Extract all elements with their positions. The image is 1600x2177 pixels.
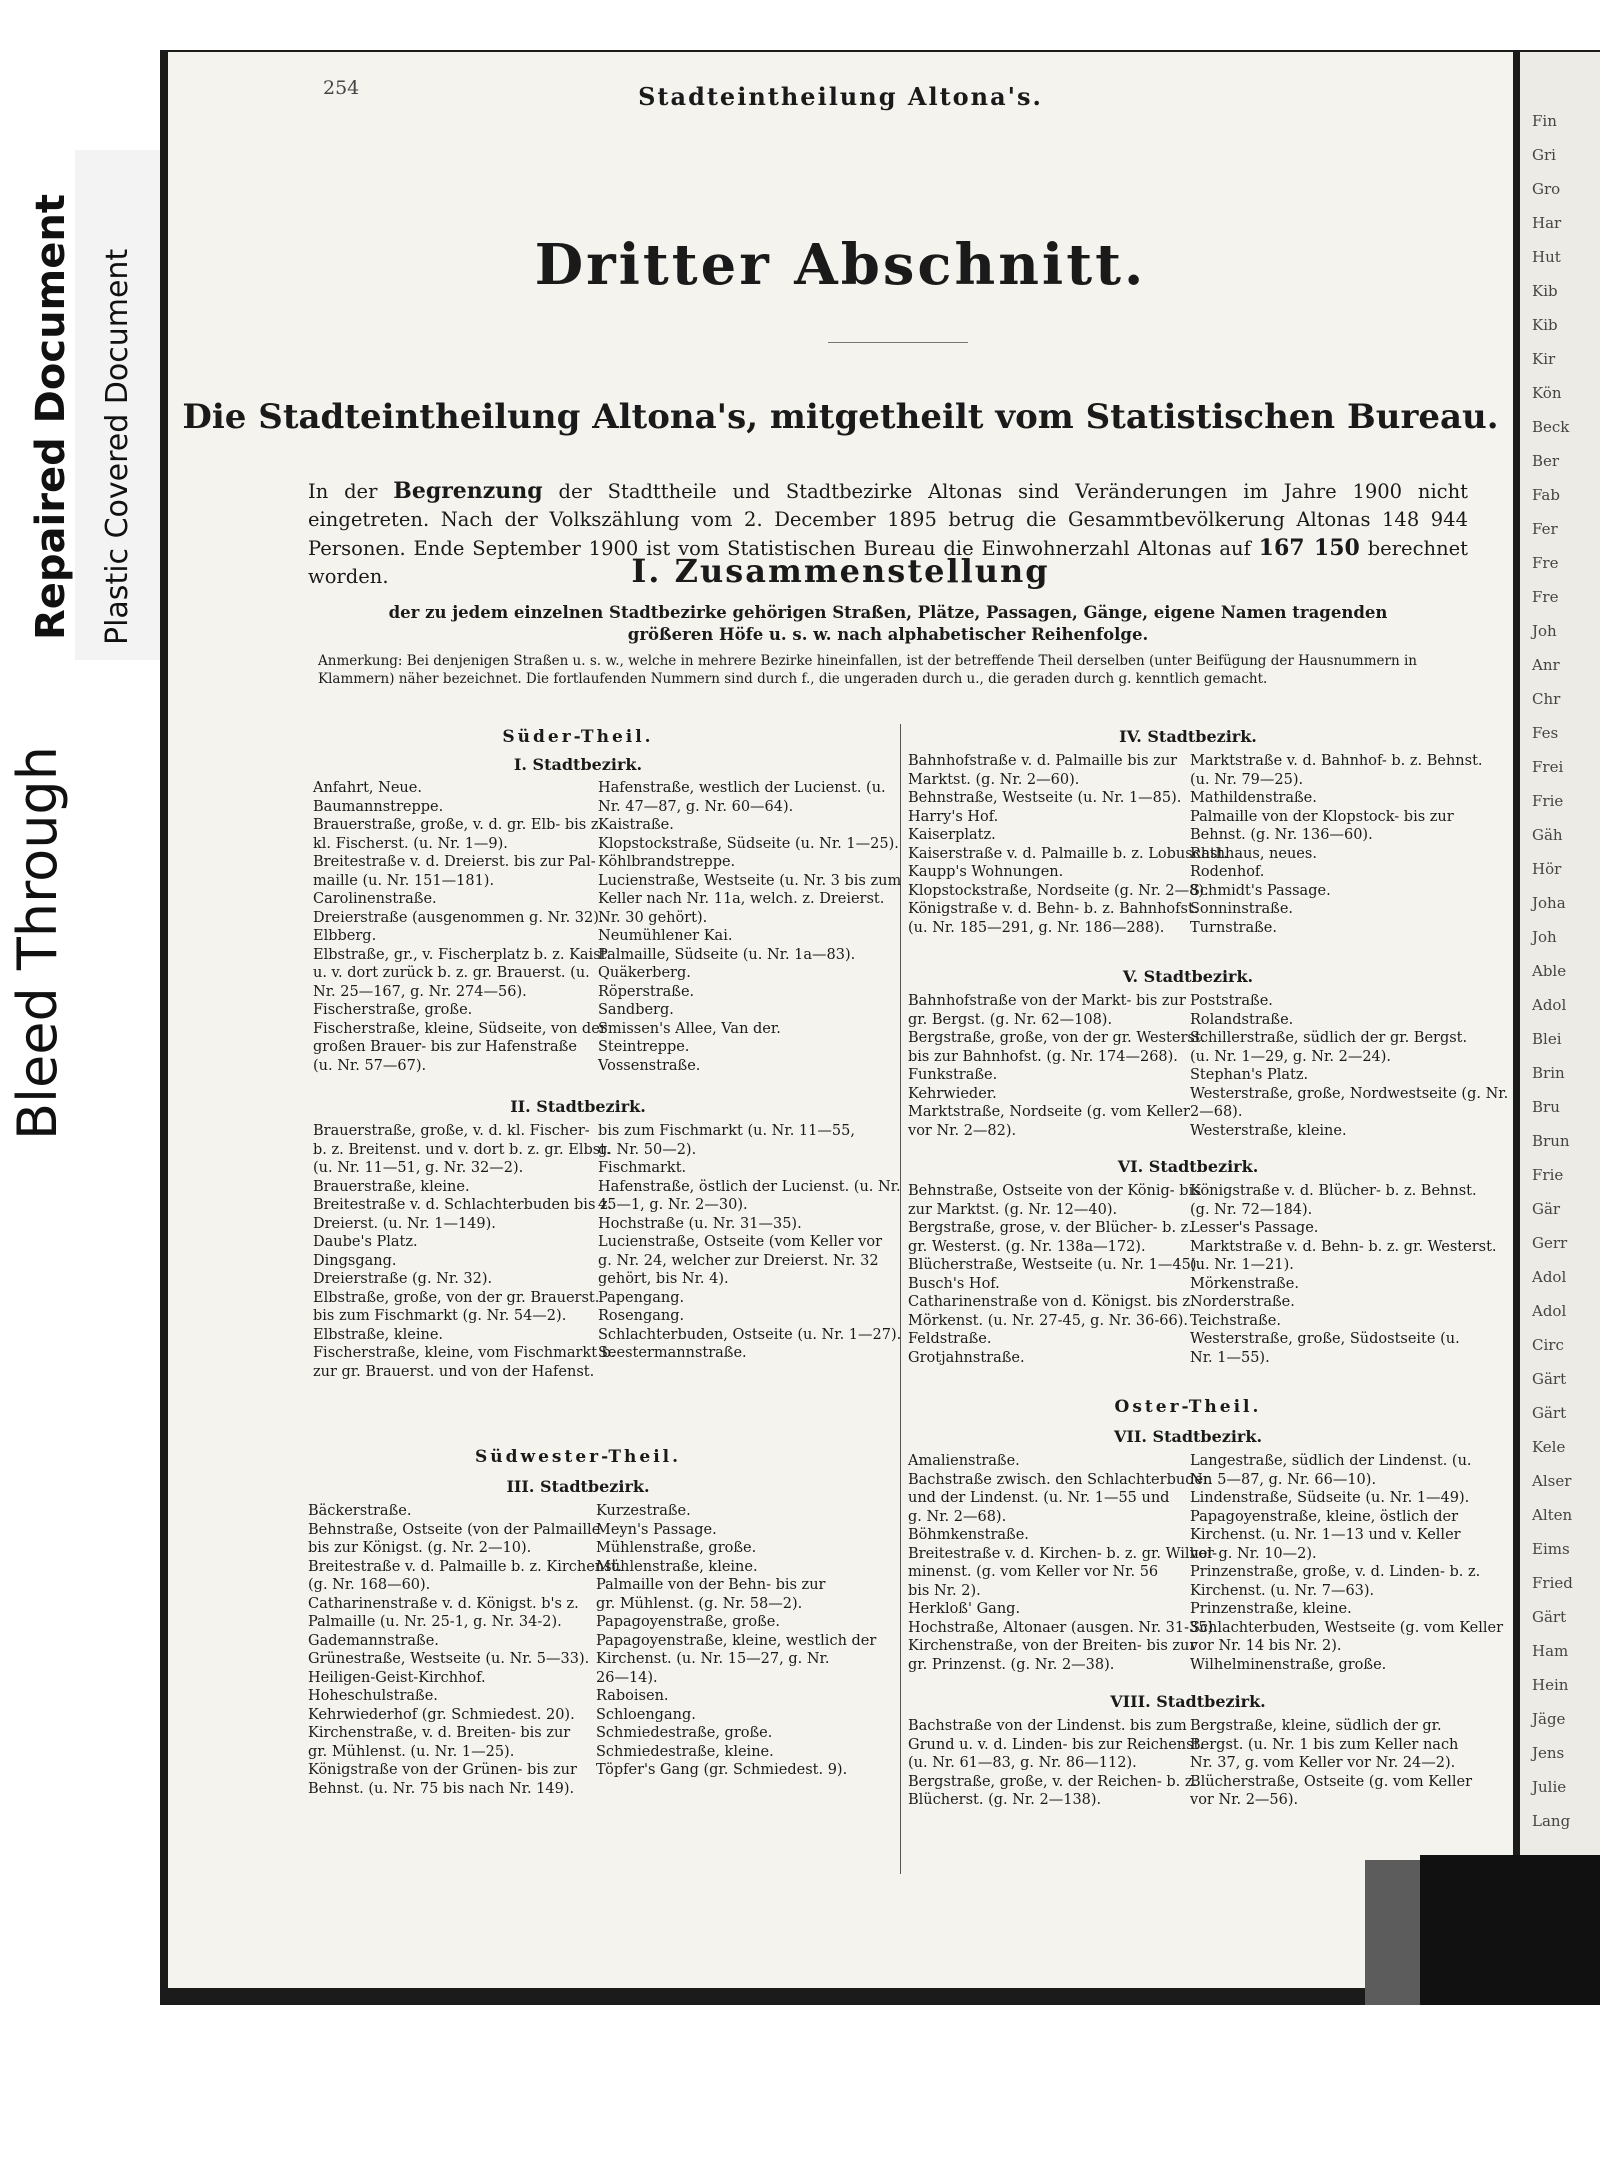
- street-entry: Neumühlener Kai.: [598, 928, 733, 944]
- street-entry: Westerstraße, kleine.: [1190, 1122, 1347, 1139]
- adjacent-page-text: Gär: [1532, 1200, 1561, 1218]
- street-entry: Meyn's Passage.: [596, 1521, 717, 1538]
- street-entry: vor Nr. 2—82).: [908, 1122, 1017, 1139]
- street-entry: Lucienstraße, Ostseite (vom Keller vor: [598, 1234, 883, 1250]
- street-entry: Blücherstraße, Ostseite (g. vom Keller: [1190, 1773, 1473, 1790]
- adjacent-page-text: Hein: [1532, 1676, 1569, 1694]
- street-entry: Fischerstraße, große.: [313, 1002, 473, 1018]
- part-heading-sueder: Süder-Theil.: [502, 727, 654, 747]
- street-entry: Nr. 25—167, g. Nr. 274—56).: [313, 983, 527, 1000]
- intro-bold-1: Begrenzung: [393, 478, 543, 504]
- district-8-list-b: [1190, 1717, 1472, 1810]
- street-entry: bis zum Fischmarkt (u. Nr. 11—55,: [598, 1123, 855, 1139]
- scanned-page: [160, 50, 1600, 2005]
- street-entry: Lesser's Passage.: [1190, 1220, 1319, 1236]
- adjacent-page-text: Gärt: [1532, 1370, 1567, 1388]
- adjacent-page-text: Chr: [1532, 690, 1561, 708]
- street-entry: Funkstraße.: [908, 1067, 998, 1083]
- district-heading-2: II. Stadtbezirk.: [510, 1097, 646, 1116]
- adjacent-page-text: Lang: [1532, 1812, 1571, 1830]
- adjacent-page-text: Hut: [1532, 248, 1561, 266]
- street-entry: Wilhelminenstraße, große.: [1190, 1656, 1387, 1673]
- adjacent-page-text: Adol: [1532, 996, 1567, 1014]
- street-entry: Kaiserplatz.: [908, 827, 996, 843]
- street-entry: 45—1, g. Nr. 2—30).: [598, 1197, 748, 1213]
- street-entry: Elbstraße, kleine.: [313, 1326, 444, 1343]
- street-entry: Dreierst. (u. Nr. 1—149).: [313, 1215, 496, 1232]
- street-entry: Stephan's Platz.: [1190, 1067, 1309, 1083]
- street-entry: Papagoyenstraße, kleine, westlich der: [596, 1632, 877, 1649]
- repaired-document-label: Repaired Document: [28, 194, 74, 640]
- adjacent-page-text: Fried: [1532, 1574, 1573, 1592]
- street-entry: Kurzestraße.: [596, 1503, 691, 1519]
- street-entry: Westerstraße, große, Südostseite (u.: [1190, 1331, 1460, 1347]
- street-entry: Kaiserstraße v. d. Palmaille b. z. Lobuschst.: [908, 845, 1228, 862]
- street-entry: Dingsgang.: [313, 1252, 397, 1269]
- street-entry: (u. Nr. 61—83, g. Nr. 86—112).: [908, 1755, 1137, 1771]
- street-entry: Prinzenstraße, große, v. d. Linden- b. z.: [1190, 1564, 1481, 1580]
- adjacent-page-text: Fes: [1532, 724, 1559, 742]
- district-5-list-b: [1190, 992, 1508, 1140]
- street-entry: gehört, bis Nr. 4).: [598, 1271, 729, 1287]
- street-entry: Westerstraße, große, Nordwestseite (g. Nr.: [1190, 1085, 1509, 1102]
- street-entry: Mühlenstraße, kleine.: [596, 1558, 758, 1575]
- street-entry: Turnstraße.: [1190, 919, 1277, 936]
- adjacent-page-text: Fre: [1532, 554, 1559, 572]
- adjacent-page-text: Gerr: [1532, 1234, 1568, 1252]
- street-entry: Bäckerstraße.: [308, 1503, 412, 1519]
- street-entry: Fischmarkt.: [598, 1160, 687, 1176]
- street-entry: 26—14).: [596, 1669, 658, 1686]
- street-entry: Kirchenst. (u. Nr. 1—13 und v. Keller: [1190, 1527, 1461, 1543]
- district-1-list-a: [313, 779, 611, 1075]
- street-entry: Kirchenstraße, v. d. Breiten- bis zur: [308, 1725, 571, 1741]
- street-entry: vor g. Nr. 10—2).: [1190, 1545, 1317, 1562]
- street-entry: Köhlbrandstreppe.: [598, 854, 736, 870]
- street-entry: Bergstraße, große, von der gr. Westerst.: [908, 1030, 1206, 1046]
- street-entry: Schillerstraße, südlich der gr. Bergst.: [1190, 1030, 1468, 1046]
- street-entry: Töpfer's Gang (gr. Schmiedest. 9).: [596, 1762, 848, 1778]
- street-entry: Fischerstraße, kleine, Südseite, von der: [313, 1020, 607, 1037]
- street-entry: Mühlenstraße, große.: [596, 1540, 757, 1556]
- adjacent-page-text: Gäh: [1532, 826, 1563, 844]
- street-entry: gr. Prinzenst. (g. Nr. 2—38).: [908, 1656, 1115, 1673]
- street-entry: g. Nr. 50—2).: [598, 1141, 697, 1158]
- adjacent-page-text: Able: [1532, 962, 1567, 980]
- street-entry: u. v. dort zurück b. z. gr. Brauerst. (u.: [313, 965, 590, 981]
- street-entry: Kaupp's Wohnungen.: [908, 864, 1064, 880]
- street-entry: Grund u. v. d. Linden- bis zur Reichenst.: [908, 1736, 1205, 1753]
- street-entry: Elbstraße, gr., v. Fischerplatz b. z. Kaist.: [313, 946, 612, 963]
- district-4-list-b: [1190, 752, 1483, 937]
- running-header: Stadteintheilung Altona's.: [638, 82, 1043, 111]
- page-number: 254: [323, 77, 360, 99]
- street-entry: Rodenhof.: [1190, 864, 1265, 880]
- street-entry: gr. Mühlenst. (g. Nr. 58—2).: [596, 1595, 803, 1612]
- street-entry: Steintreppe.: [598, 1039, 690, 1055]
- street-entry: (u. Nr. 185—291, g. Nr. 186—288).: [908, 919, 1165, 936]
- document-page: [168, 52, 1513, 1988]
- street-entry: Kehrwiederhof (gr. Schmiedest. 20).: [308, 1706, 575, 1723]
- street-entry: Nr. 5—87, g. Nr. 66—10).: [1190, 1471, 1377, 1488]
- street-entry: Papagoyenstraße, große.: [596, 1614, 780, 1630]
- adjacent-page-text: Gri: [1532, 146, 1556, 164]
- adjacent-page-text: Alten: [1532, 1506, 1573, 1524]
- street-entry: Breitestraße v. d. Palmaille b. z. Kirchenst.: [308, 1558, 623, 1575]
- street-entry: zur gr. Brauerst. und von der Hafenst.: [313, 1363, 595, 1380]
- street-entry: (g. Nr. 168—60).: [308, 1577, 431, 1593]
- adjacent-page-text: Gärt: [1532, 1608, 1567, 1626]
- part-heading-suedwester: Südwester-Theil.: [474, 1447, 682, 1467]
- district-heading-4: IV. Stadtbezirk.: [1119, 727, 1257, 746]
- street-entry: Seestermannstraße.: [598, 1345, 747, 1361]
- intro-text-2: der Stadttheile und Stadtbezirke Altonas sind Veränderungen im Jahre 1900 nicht eingetreten. Nach der Volkszählung vom 2. December 1895 betrug die Gesammtbevölkerung Altonas 148 944 Personen. Ende September 1900 ist vom Statistischen Bureau die Einwohnerzahl Altonas auf: [308, 480, 1469, 560]
- street-entry: vor Nr. 14 bis Nr. 2).: [1190, 1638, 1342, 1654]
- street-entry: Behnstraße, Westseite (u. Nr. 1—85).: [908, 790, 1182, 806]
- street-entry: Raboisen.: [596, 1688, 669, 1704]
- adjacent-page-text: Kib: [1532, 282, 1558, 300]
- annotation-note: Anmerkung: Bei denjenigen Straßen u. s. w., welche in mehrere Bezirke hineinfallen, ist der betreffende Theil derselben (unter Beifügung der Hausnummern in Klammern) näher bezeichnet. Die fortlaufenden Nummern sind durch f., die ungeraden durch u., die geraden durch g. kenntlich gemacht.: [318, 653, 1417, 687]
- adjacent-page-text: Adol: [1532, 1268, 1567, 1286]
- street-entry: g. Nr. 24, welcher zur Dreierst. Nr. 32: [598, 1252, 879, 1269]
- street-entry: und der Lindenst. (u. Nr. 1—55 und: [908, 1490, 1170, 1506]
- street-entry: Catharinenstraße von d. Königst. bis z.: [908, 1294, 1195, 1310]
- street-entry: Breitestraße v. d. Schlachterbuden bis z.: [313, 1197, 613, 1213]
- street-entry: Heiligen-Geist-Kirchhof.: [308, 1669, 486, 1686]
- street-entry: 2—68).: [1190, 1104, 1243, 1120]
- street-entry: Palmaille, Südseite (u. Nr. 1a—83).: [598, 946, 856, 963]
- street-entry: Sandberg.: [598, 1002, 674, 1018]
- street-entry: Bergstraße, grose, v. der Blücher- b. z.: [908, 1220, 1193, 1236]
- street-entry: Feldstraße.: [908, 1331, 992, 1347]
- adjacent-page-text: Frie: [1532, 1166, 1564, 1184]
- street-entry: Gademannstraße.: [308, 1632, 439, 1649]
- street-entry: Behnst. (g. Nr. 136—60).: [1190, 827, 1373, 843]
- street-entry: Bahnhofstraße von der Markt- bis zur: [908, 993, 1186, 1009]
- scan-edge-grey: [1365, 1860, 1420, 2005]
- street-entry: (u. Nr. 1—29, g. Nr. 2—24).: [1190, 1048, 1392, 1065]
- street-entry: Quäkerberg.: [598, 965, 691, 981]
- street-entry: Mörkenstraße.: [1190, 1275, 1299, 1292]
- street-entry: Vossenstraße.: [598, 1057, 701, 1074]
- street-entry: Brauerstraße, kleine.: [313, 1178, 470, 1195]
- adjacent-page-text: Ber: [1532, 452, 1560, 470]
- street-entry: bis zum Fischmarkt (g. Nr. 54—2).: [313, 1308, 567, 1324]
- street-entry: Klopstockstraße, Südseite (u. Nr. 1—25).: [598, 835, 899, 852]
- district-7-list-b: [1190, 1452, 1503, 1674]
- street-entry: Poststraße.: [1190, 993, 1273, 1009]
- street-entry: Brauerstraße, große, v. d. gr. Elb- bis z.: [313, 817, 604, 833]
- street-entry: Königstraße v. d. Behn- b. z. Bahnhofst.: [908, 901, 1199, 917]
- street-entry: Prinzenstraße, kleine.: [1190, 1601, 1352, 1617]
- street-entry: b. z. Breitenst. und v. dort b. z. gr. Elbst.: [313, 1141, 611, 1158]
- street-entry: Palmaille von der Klopstock- bis zur: [1190, 808, 1454, 825]
- street-entry: Bergstraße, kleine, südlich der gr.: [1190, 1718, 1442, 1734]
- street-entry: Elbberg.: [313, 928, 377, 944]
- adjacent-page-text: Joha: [1532, 894, 1566, 912]
- street-entry: Schlachterbuden, Westseite (g. vom Keller: [1190, 1619, 1504, 1636]
- street-entry: Harry's Hof.: [908, 808, 999, 825]
- street-entry: Dreierstraße (g. Nr. 32).: [313, 1271, 493, 1287]
- street-entry: Schloengang.: [596, 1706, 696, 1723]
- street-entry: Blücherstraße, Westseite (u. Nr. 1—45).: [908, 1257, 1202, 1273]
- street-entry: Hochstraße, Altonaer (ausgen. Nr. 31-35).: [908, 1619, 1218, 1636]
- adjacent-page-text: Gro: [1532, 180, 1561, 198]
- street-entry: (u. Nr. 57—67).: [313, 1057, 427, 1074]
- street-entry: (g. Nr. 72—184).: [1190, 1201, 1313, 1218]
- street-entry: bis zur Königst. (g. Nr. 2—10).: [308, 1540, 532, 1556]
- street-entry: Marktstraße, Nordseite (g. vom Keller: [908, 1104, 1190, 1120]
- district-3-list-a: [308, 1502, 622, 1798]
- street-entry: maille (u. Nr. 151—181).: [313, 872, 495, 889]
- district-1-list-b: [598, 779, 901, 1075]
- street-entry: Behnstraße, Ostseite von der König- bis: [908, 1183, 1201, 1199]
- street-entry: Königstraße von der Grünen- bis zur: [308, 1762, 577, 1778]
- street-entry: Kirchenstraße, von der Breiten- bis zur: [908, 1638, 1197, 1654]
- district-3-list-b: [596, 1502, 876, 1780]
- street-entry: Elbstraße, große, von der gr. Brauerst.: [313, 1289, 600, 1306]
- street-entry: Keller nach Nr. 11a, welch. z. Dreierst.: [598, 891, 885, 907]
- street-entry: (u. Nr. 1—21).: [1190, 1257, 1294, 1273]
- chapter-subtitle: Die Stadteintheilung Altona's, mitgetheilt vom Statistischen Bureau.: [182, 397, 1499, 437]
- street-entry: Breitestraße v. d. Kirchen- b. z. gr. Wilhel-: [908, 1545, 1217, 1562]
- adjacent-page-text: Circ: [1532, 1336, 1564, 1354]
- district-7-list-a: [908, 1452, 1218, 1674]
- street-entry: Nr. 47—87, g. Nr. 60—64).: [598, 798, 794, 815]
- section-title: I. Zusammenstellung: [631, 552, 1050, 590]
- street-entry: Lindenstraße, Südseite (u. Nr. 1—49).: [1190, 1490, 1470, 1506]
- street-entry: Lucienstraße, Westseite (u. Nr. 3 bis zum: [598, 872, 902, 889]
- scan-edge-black: [1420, 1855, 1600, 2005]
- street-entry: Herkloß' Gang.: [908, 1601, 1021, 1617]
- street-entry: Palmaille (u. Nr. 25-1, g. Nr. 34-2).: [308, 1614, 562, 1630]
- chapter-title: Dritter Abschnitt.: [534, 232, 1147, 298]
- adjacent-page-text: Brun: [1532, 1132, 1570, 1150]
- adjacent-page-text: Joh: [1532, 928, 1557, 946]
- street-entry: Behnst. (u. Nr. 75 bis nach Nr. 149).: [308, 1780, 575, 1797]
- adjacent-page-text: Ham: [1532, 1642, 1569, 1660]
- adjacent-page-text: Beck: [1532, 418, 1570, 436]
- street-entry: Norderstraße.: [1190, 1294, 1295, 1310]
- street-entry: Schlachterbuden, Ostseite (u. Nr. 1—27).: [598, 1326, 902, 1343]
- adjacent-page-text: Gärt: [1532, 1404, 1567, 1422]
- street-entry: Kaistraße.: [598, 817, 674, 833]
- adjacent-page-text: Har: [1532, 214, 1562, 232]
- street-entry: Röperstraße.: [598, 983, 695, 1000]
- street-entry: (u. Nr. 79—25).: [1190, 771, 1304, 788]
- street-entry: gr. Mühlenst. (u. Nr. 1—25).: [308, 1743, 515, 1760]
- adjacent-page-text: Kir: [1532, 350, 1556, 368]
- street-entry: Brauerstraße, große, v. d. kl. Fischer-: [313, 1123, 590, 1139]
- adjacent-page-text: Kele: [1532, 1438, 1566, 1456]
- street-entry: Marktstraße v. d. Behn- b. z. gr. Westerst.: [1190, 1238, 1497, 1255]
- adjacent-page-text: Anr: [1532, 656, 1560, 674]
- street-entry: Palmaille von der Behn- bis zur: [596, 1577, 826, 1593]
- street-entry: Nr. 1—55).: [1190, 1349, 1270, 1366]
- street-entry: Carolinenstraße.: [313, 891, 437, 907]
- street-entry: Blücherst. (g. Nr. 2—138).: [908, 1792, 1102, 1808]
- street-entry: Bergstraße, große, v. der Reichen- b. z.: [908, 1773, 1198, 1790]
- street-entry: Behnstraße, Ostseite (von der Palmaille: [308, 1521, 601, 1538]
- street-entry: vor Nr. 2—56).: [1190, 1792, 1299, 1808]
- district-heading-7: VII. Stadtbezirk.: [1113, 1427, 1263, 1446]
- district-6-list-b: [1190, 1182, 1497, 1367]
- street-entry: Marktst. (g. Nr. 2—60).: [908, 771, 1080, 788]
- street-entry: Rolandstraße.: [1190, 1011, 1294, 1028]
- street-entry: Bachstraße zwisch. den Schlachterbuden: [908, 1471, 1213, 1488]
- adjacent-page-text: Jens: [1532, 1744, 1565, 1762]
- street-entry: Mathildenstraße.: [1190, 790, 1317, 806]
- title-rule: [828, 342, 968, 343]
- district-8-list-a: [908, 1717, 1204, 1810]
- adjacent-page-text: Kön: [1532, 384, 1562, 402]
- district-4-list-a: [908, 752, 1228, 937]
- street-entry: Hoheschulstraße.: [308, 1688, 438, 1704]
- adjacent-page-text: Fer: [1532, 520, 1558, 538]
- street-entry: Sonninstraße.: [1190, 901, 1294, 917]
- street-entry: Hafenstraße, östlich der Lucienst. (u. Nr.: [598, 1178, 901, 1195]
- adjacent-page-text: Joh: [1532, 622, 1557, 640]
- adjacent-page-text: Fab: [1532, 486, 1560, 504]
- street-entry: Schmidt's Passage.: [1190, 882, 1331, 899]
- district-heading-1: I. Stadtbezirk.: [513, 755, 643, 774]
- street-entry: Grünestraße, Westseite (u. Nr. 5—33).: [308, 1651, 590, 1667]
- street-entry: Bahnhofstraße v. d. Palmaille bis zur: [908, 753, 1178, 769]
- street-entry: Hafenstraße, westlich der Lucienst. (u.: [598, 780, 886, 796]
- district-2-list-b: [598, 1122, 901, 1363]
- street-entry: bis Nr. 2).: [908, 1582, 981, 1599]
- street-entry: Rathhaus, neues.: [1190, 845, 1317, 862]
- district-heading-6: VI. Stadtbezirk.: [1117, 1157, 1259, 1176]
- street-entry: Catharinenstraße v. d. Königst. b's z.: [308, 1595, 579, 1612]
- street-entry: Kirchenst. (u. Nr. 7—63).: [1190, 1582, 1375, 1599]
- adjacent-page-text: Bru: [1532, 1098, 1560, 1116]
- district-6-list-a: [908, 1182, 1201, 1367]
- plastic-covered-document-label: Plastic Covered Document: [100, 248, 135, 645]
- street-entry: Marktstraße v. d. Bahnhof- b. z. Behnst.: [1190, 753, 1483, 769]
- street-entry: Nr. 37, g. vom Keller vor Nr. 24—2).: [1190, 1755, 1456, 1771]
- street-entry: Schmiedestraße, große.: [596, 1725, 773, 1741]
- district-heading-8: VIII. Stadtbezirk.: [1110, 1692, 1266, 1711]
- street-entry: Königstraße v. d. Blücher- b. z. Behnst.: [1190, 1183, 1477, 1199]
- street-entry: g. Nr. 2—68).: [908, 1508, 1007, 1525]
- street-entry: (u. Nr. 11—51, g. Nr. 32—2).: [313, 1160, 524, 1176]
- adjacent-page-text: Jäge: [1532, 1710, 1566, 1728]
- adjacent-page-text: Brin: [1532, 1064, 1565, 1082]
- bleed-through-label: Bleed Through: [6, 746, 69, 1140]
- street-entry: gr. Bergst. (g. Nr. 62—108).: [908, 1011, 1113, 1028]
- street-entry: Böhmkenstraße.: [908, 1527, 1029, 1543]
- part-heading-oster: Oster-Theil.: [1114, 1397, 1262, 1417]
- adjacent-page-text: Fin: [1532, 112, 1557, 130]
- street-entry: minenst. (g. vom Keller vor Nr. 56: [908, 1564, 1159, 1580]
- district-heading-5: V. Stadtbezirk.: [1122, 967, 1254, 986]
- street-entry: Amalienstraße.: [908, 1453, 1020, 1469]
- street-entry: Baumannstreppe.: [313, 798, 444, 815]
- intro-text-1: In der: [308, 480, 378, 503]
- street-entry: Breitestraße v. d. Dreierst. bis zur Pal-: [313, 854, 596, 870]
- adjacent-page-text: Julie: [1532, 1778, 1567, 1796]
- adjacent-page-text: Frie: [1532, 792, 1564, 810]
- section-subtitle: der zu jedem einzelnen Stadtbezirke gehörigen Straßen, Plätze, Passagen, Gänge, eigene Namen tragenden größeren Höfe u. s. w. nach alphabetischer Reihenfolge.: [388, 603, 1388, 644]
- street-entry: Nr. 30 gehört).: [598, 909, 708, 926]
- street-entry: Teichstraße.: [1190, 1312, 1281, 1329]
- street-entry: Schmiedestraße, kleine.: [596, 1743, 774, 1760]
- district-heading-3: III. Stadtbezirk.: [506, 1477, 650, 1496]
- street-entry: Kehrwieder.: [908, 1085, 997, 1102]
- street-entry: Dreierstraße (ausgenommen g. Nr. 32).: [313, 909, 604, 926]
- street-entry: gr. Westerst. (g. Nr. 138a—172).: [908, 1238, 1146, 1255]
- street-entry: großen Brauer- bis zur Hafenstraße: [313, 1039, 577, 1055]
- adjacent-page-text: Frei: [1532, 758, 1564, 776]
- street-entry: Anfahrt, Neue.: [313, 780, 422, 796]
- adjacent-page-text: Alser: [1532, 1472, 1572, 1490]
- street-entry: Klopstockstraße, Nordseite (g. Nr. 2—8).: [908, 882, 1209, 899]
- adjacent-page-text: Kib: [1532, 316, 1558, 334]
- intro-text-3: berechnet worden.: [308, 537, 1469, 588]
- district-5-list-a: [908, 992, 1205, 1140]
- adjacent-page-text: Fre: [1532, 588, 1559, 606]
- street-entry: Hochstraße (u. Nr. 31—35).: [598, 1215, 802, 1232]
- adjacent-page-fragment: [1520, 52, 1600, 1932]
- street-entry: Busch's Hof.: [908, 1275, 1000, 1292]
- street-entry: Kirchenst. (u. Nr. 15—27, g. Nr.: [596, 1651, 830, 1667]
- adjacent-page-text: Eims: [1532, 1540, 1570, 1558]
- street-entry: Grotjahnstraße.: [908, 1349, 1025, 1366]
- street-entry: zur Marktst. (g. Nr. 12—40).: [908, 1201, 1118, 1218]
- street-entry: bis zur Bahnhofst. (g. Nr. 174—268).: [908, 1048, 1178, 1065]
- intro-bold-2: 167 150: [1258, 535, 1360, 561]
- street-entry: Bachstraße von der Lindenst. bis zum: [908, 1718, 1187, 1734]
- district-2-list-a: [313, 1122, 616, 1381]
- street-entry: Mörkenst. (u. Nr. 27-45, g. Nr. 36-66).: [908, 1312, 1188, 1329]
- street-entry: Papengang.: [598, 1289, 685, 1306]
- street-entry: Smissen's Allee, Van der.: [598, 1020, 781, 1037]
- adjacent-page-text: Blei: [1532, 1030, 1562, 1048]
- side-labels: [0, 0, 160, 2000]
- street-entry: Papagoyenstraße, kleine, östlich der: [1190, 1508, 1459, 1525]
- street-entry: Fischerstraße, kleine, vom Fischmarkt b.: [313, 1345, 616, 1361]
- street-entry: Langestraße, südlich der Lindenst. (u.: [1190, 1453, 1472, 1469]
- street-entry: Bergst. (u. Nr. 1 bis zum Keller nach: [1190, 1736, 1459, 1753]
- adjacent-page-text: Hör: [1532, 860, 1562, 878]
- street-entry: Daube's Platz.: [313, 1234, 418, 1250]
- street-entry: kl. Fischerst. (u. Nr. 1—9).: [313, 835, 508, 852]
- adjacent-page-text: Adol: [1532, 1302, 1567, 1320]
- street-entry: Rosengang.: [598, 1308, 685, 1324]
